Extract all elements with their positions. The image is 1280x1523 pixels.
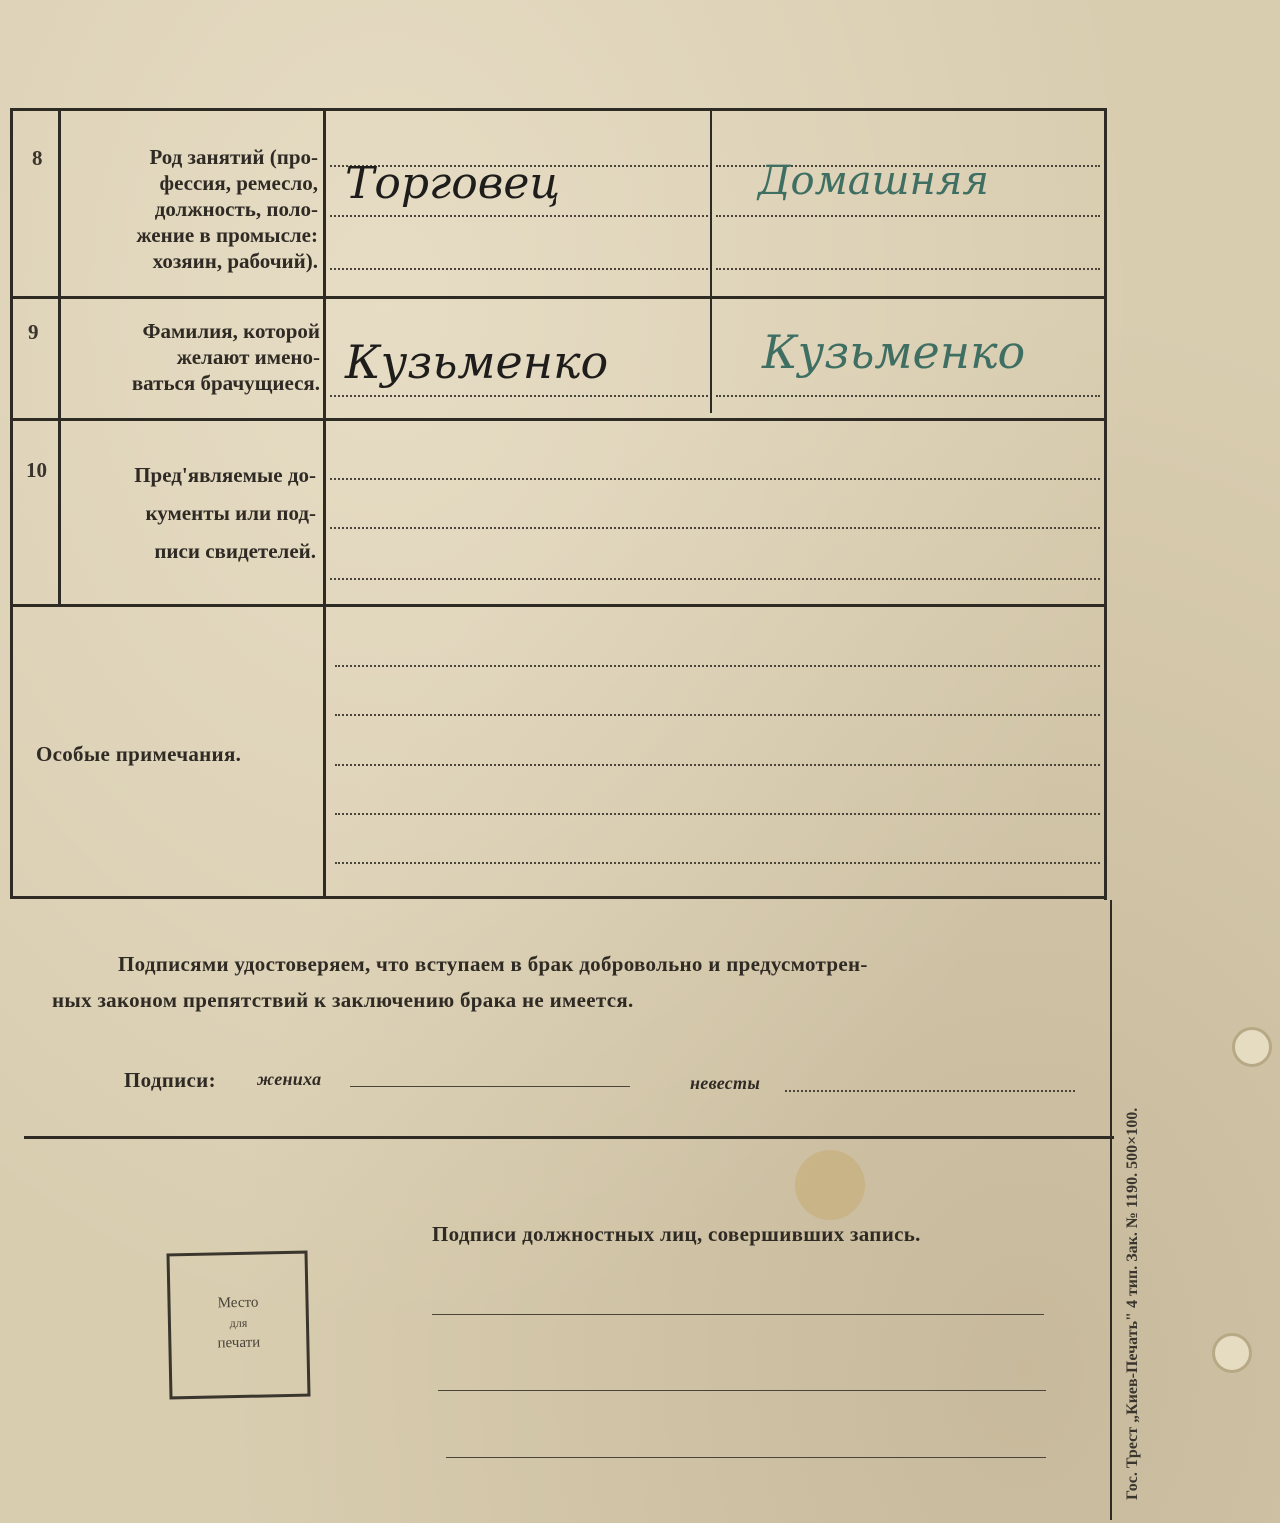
groom-signature-label: жениха — [257, 1069, 322, 1089]
writing-line — [335, 764, 1100, 766]
row-divider — [10, 604, 1107, 607]
bride-signature-line — [785, 1090, 1075, 1092]
row-number: 9 — [28, 320, 39, 344]
writing-line — [330, 478, 1100, 480]
punch-hole — [1232, 1027, 1272, 1067]
writing-line — [335, 665, 1100, 667]
declaration-line-2: ных законом препятствий к заключению брака не имеется. — [52, 988, 634, 1012]
writing-line — [716, 395, 1100, 397]
stamp-place-box — [166, 1251, 310, 1400]
stamp-place-text: Место для печати — [217, 1294, 261, 1352]
number-column-divider — [58, 108, 61, 606]
table-border-top — [10, 108, 1107, 111]
writing-line — [330, 578, 1100, 580]
writing-line — [330, 215, 708, 217]
row-divider — [10, 418, 1107, 421]
declaration-line-1: Подписями удостоверяем, что вступаем в брак добровольно и предусмотрен- — [118, 952, 868, 976]
row-divider — [10, 296, 1107, 299]
writing-line — [335, 813, 1100, 815]
writing-line — [716, 215, 1100, 217]
paper-stain — [795, 1150, 865, 1220]
groom-signature-line — [350, 1086, 630, 1087]
row-label: Фамилия, которой желают имено- ваться брачущиеся. — [131, 319, 320, 395]
writing-line — [335, 862, 1100, 864]
bride-signature-label: невесты — [690, 1073, 761, 1093]
row-divider — [10, 896, 1107, 899]
table-border-left — [10, 108, 13, 898]
writing-line — [335, 714, 1100, 716]
groom-bride-divider — [710, 108, 712, 413]
writing-line — [330, 395, 708, 397]
officials-label: Подписи должностных лиц, совершивших запись. — [432, 1222, 921, 1246]
row-number: 8 — [32, 146, 43, 170]
groom-occupation-handwriting: Торговец — [345, 158, 561, 209]
writing-line — [716, 268, 1100, 270]
printer-imprint: Гос. Трест „Киев-Печать" 4 тип. Зак. № 1190. 500×100. — [1124, 1107, 1141, 1500]
punch-hole — [1212, 1333, 1252, 1373]
writing-line — [330, 268, 708, 270]
row-label: Род занятий (про- фессия, ремесло, должность, поло- жение в промысле: хозяин, рабочий). — [136, 145, 318, 273]
groom-surname-handwriting: Кузьменко — [345, 335, 609, 389]
notes-label: Особые примечания. — [36, 742, 242, 766]
row-number: 10 — [26, 458, 47, 482]
signatures-label: Подписи: — [124, 1068, 216, 1092]
official-signature-line — [432, 1314, 1044, 1315]
row-label: Пред'являемые до- кументы или под- писи свидетелей. — [134, 463, 316, 563]
label-column-divider — [323, 108, 326, 898]
imprint-divider — [1110, 900, 1112, 1520]
section-divider — [24, 1136, 1114, 1139]
table-border-right — [1104, 108, 1107, 900]
bride-surname-handwriting: Кузьменко — [762, 325, 1026, 379]
official-signature-line — [438, 1390, 1046, 1391]
bride-occupation-handwriting: Домашняя — [758, 158, 989, 204]
writing-line — [330, 527, 1100, 529]
official-signature-line — [446, 1457, 1046, 1458]
